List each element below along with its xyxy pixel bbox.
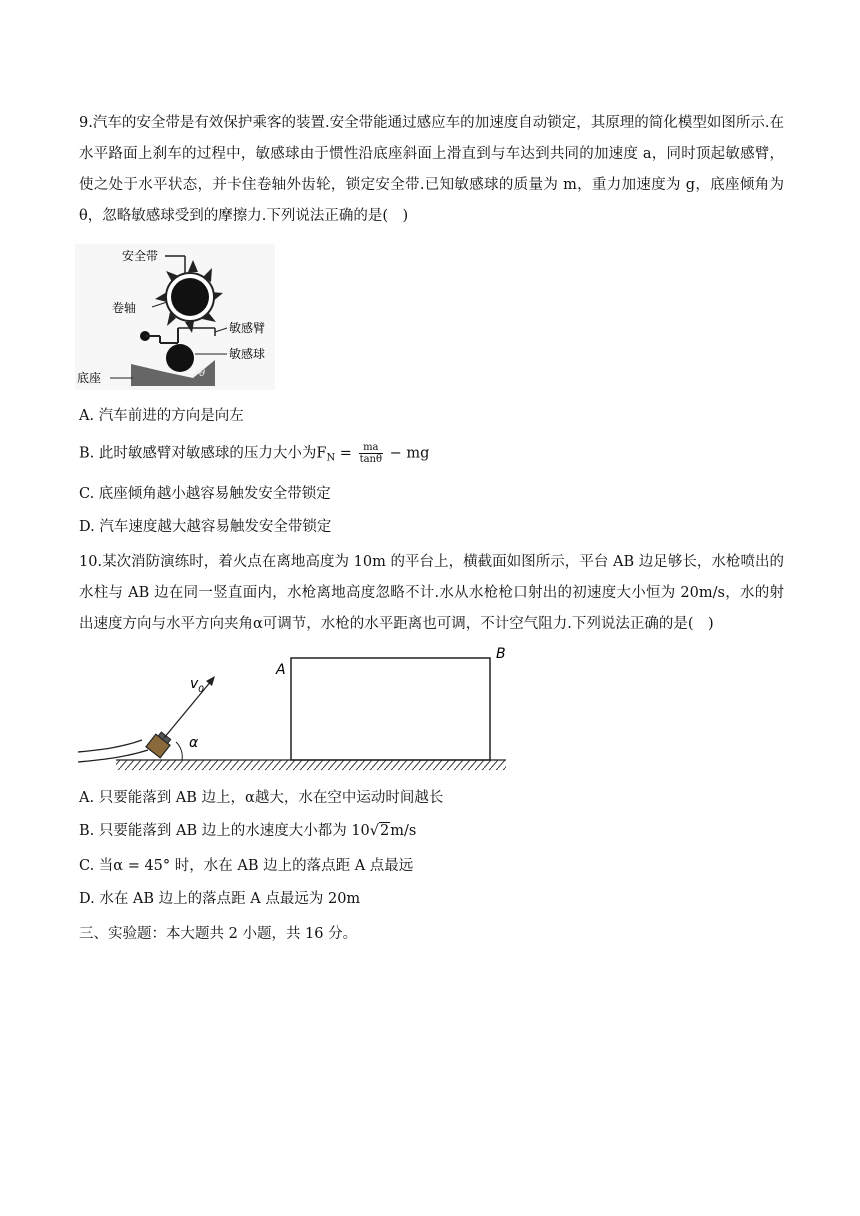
label-ball: 敏感球 [229, 347, 266, 361]
label-reel: 卷轴 [112, 301, 137, 315]
label-base: 底座 [77, 371, 102, 385]
q9-option-b-numerator: ma [359, 442, 383, 454]
q9-option-c[interactable]: C. 底座倾角越小越容易触发安全带锁定 [79, 486, 331, 502]
q10-option-b[interactable] [79, 821, 416, 841]
q9-option-b-suffix: − mg [385, 445, 430, 462]
nozzle [146, 730, 173, 758]
label-belt: 安全带 [122, 249, 159, 263]
label-alpha: α [189, 735, 199, 751]
reel-core [171, 278, 209, 316]
q10-option-b-root: 2 [380, 823, 390, 839]
section-3-heading: 三、实验题：本大题共 2 小题，共 16 分。 [79, 926, 358, 942]
q10-option-c[interactable]: C. 当α = 45° 时，水在 AB 边上的落点距 A 点最远 [79, 858, 414, 874]
q9-option-b-denominator: tanθ [359, 454, 383, 465]
q10-option-a[interactable]: A. 只要能落到 AB 边上，α越大，水在空中运动时间越长 [79, 790, 444, 806]
q9-option-b-prefix: B. 此时敏感臂对敏感球的压力大小为F [79, 445, 327, 462]
q10-option-b-prefix: B. 只要能落到 AB 边上的水速度大小都为 10 [79, 823, 370, 839]
q10-option-d[interactable]: D. 水在 AB 边上的落点距 A 点最远为 20m [79, 891, 361, 907]
sensing-ball [166, 344, 194, 372]
label-arm: 敏感臂 [229, 321, 266, 335]
fire-hose-platform-figure [78, 640, 508, 774]
angle-arc [176, 742, 182, 760]
label-point-a: A [276, 662, 286, 678]
label-v0: $v_0$ [190, 676, 205, 695]
q10-option-b-radical: √ [369, 823, 380, 839]
q9-option-b-sub: N [326, 452, 336, 464]
q9-stem: 9.汽车的安全带是有效保护乘客的装置.安全带能通过感应车的加速度自动锁定，其原理的简化模型如图所示.在水平路面上刹车的过程中，敏感球由于惯性沿底座斜面上滑直到与车达到共同的加速度 a，同时顶起敏感臂，使之处于水平状态，并卡住卷轴外齿轮，锁定安全带.已知敏感球的质量为 m，重力加速度为 g，底座倾角为θ，忽略敏感球受到的摩擦力.下列说法正确的是( ) [79, 115, 784, 224]
label-point-b: B [496, 646, 506, 662]
q9-option-d[interactable]: D. 汽车速度越大越容易触发安全带锁定 [79, 519, 332, 535]
hose-line-upper [78, 740, 142, 752]
q9-option-a[interactable]: A. 汽车前进的方向是向左 [79, 408, 244, 424]
velocity-arrowhead [206, 676, 215, 686]
platform-rect [291, 658, 490, 760]
q9-option-b-eq: = [335, 445, 357, 462]
q10-option-b-suffix: m/s [390, 823, 417, 839]
ground-hatch [116, 760, 506, 770]
q9-option-b[interactable] [79, 442, 429, 469]
velocity-arrow [164, 680, 212, 738]
label-angle: θ [199, 368, 206, 379]
q9-option-b-fraction [359, 442, 383, 465]
seatbelt-mechanism-figure [75, 244, 275, 390]
q10-stem: 10.某次消防演练时，着火点在离地高度为 10m 的平台上，横截面如图所示，平台 AB 边足够长，水枪喷出的水柱与 AB 边在同一竖直面内，水枪离地高度忽略不计.水从水枪枪口射出的初速度大小恒为 20m/s，水的射出速度方向与水平方向夹角α可调节，水枪的水平距离也可调，不计空气阻力.下列说法正确的是( ) [79, 554, 784, 632]
